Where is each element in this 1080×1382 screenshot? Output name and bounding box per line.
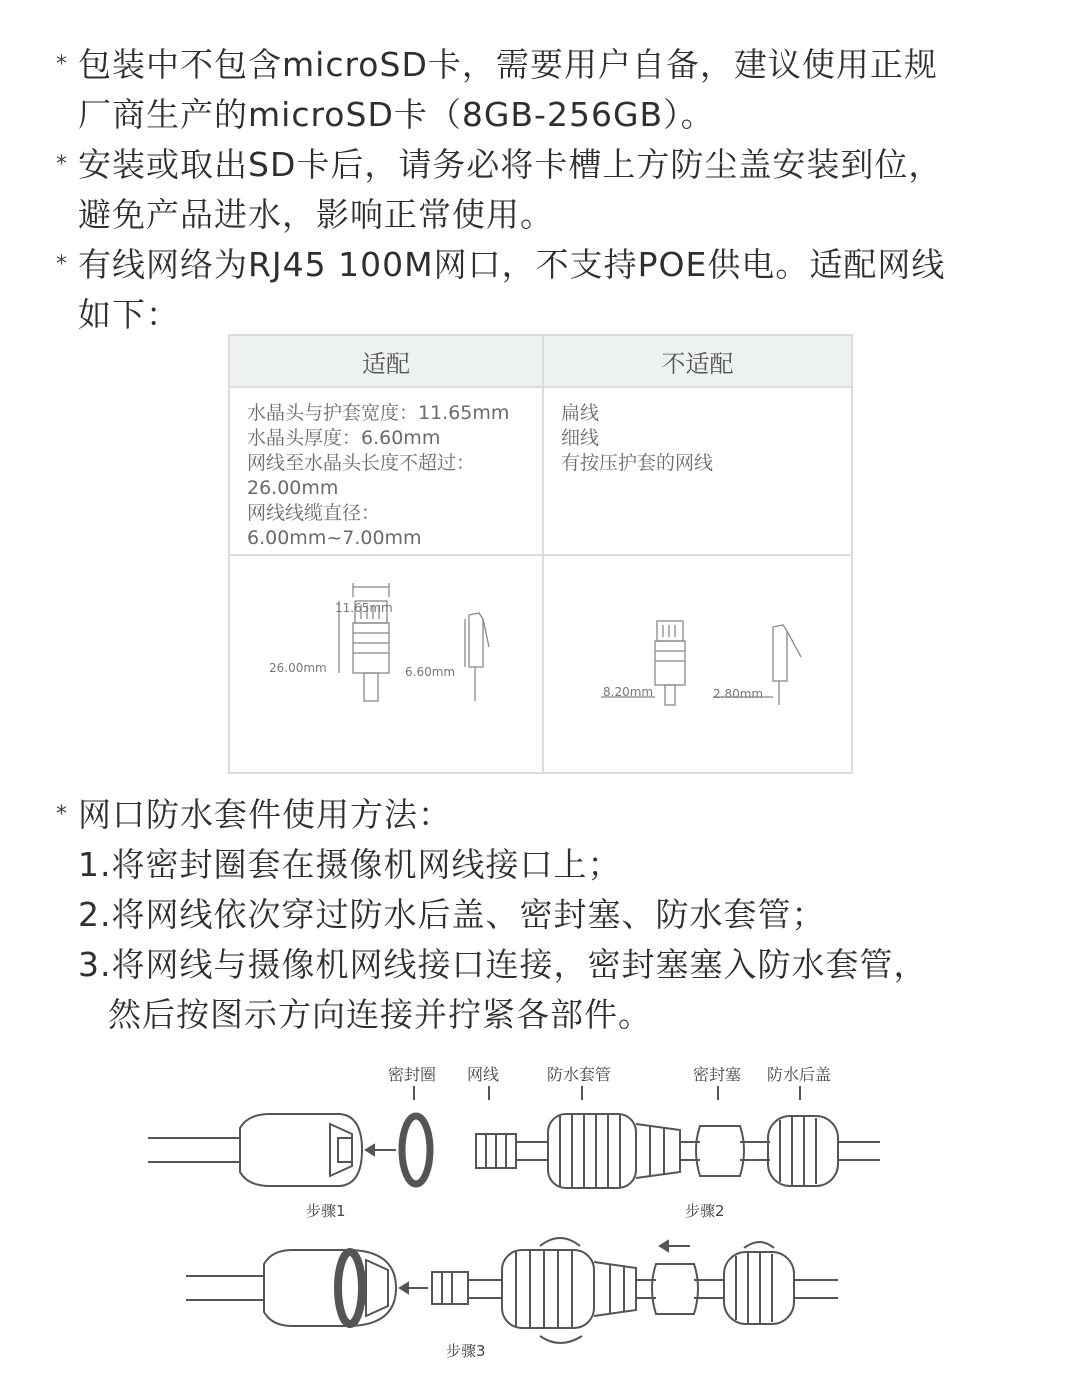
note-text: 包装中不包含microSD卡，需要用户自备，建议使用正规 [78,45,938,84]
header-suitable: 适配 [229,335,543,387]
dim-thickness: 2.80mm [713,687,764,701]
step-text-3b: 然后按图示方向连接并拧紧各部件。 [108,995,652,1034]
spec-line: 水晶头厚度：6.60mm [247,427,441,449]
cable-spec-table [228,334,853,774]
spec-line: 6.00mm~7.00mm [247,527,422,549]
spec-line: 网线至水晶头长度不超过： [247,452,476,474]
step-3-label: 步骤3 [446,1342,486,1360]
bullet-star: * [56,252,68,277]
step-2-label: 步骤2 [685,1202,725,1220]
label-back-cover: 防水后盖 [767,1065,832,1084]
step-1-label: 步骤1 [306,1202,346,1220]
unsuitable-specs [543,387,852,555]
unsuitable-diagram-cell [543,555,852,773]
bullet-star: * [56,52,68,77]
note-text: 有线网络为RJ45 100M网口，不支持POE供电。适配网线 [78,245,946,284]
note-text: 安装或取出SD卡后，请务必将卡槽上方防尘盖安装到位， [78,145,943,184]
dim-width: 11.65mm [335,601,393,615]
dim-thickness: 6.60mm [405,665,456,679]
dim-width: 8.20mm [603,685,654,699]
note-text: 如下： [78,295,180,334]
step-text-2: 2.将网线依次穿过防水后盖、密封塞、防水套管； [78,895,826,934]
dim-length: 26.00mm [269,661,327,675]
label-sleeve: 防水套管 [547,1065,612,1084]
spec-line: 水晶头与护套宽度：11.65mm [247,402,510,424]
label-seal-ring: 密封圈 [388,1065,437,1084]
spec-line: 扁线 [561,402,600,424]
step-text-1: 1.将密封圈套在摄像机网线接口上； [78,845,622,884]
bullet-star: * [56,802,68,827]
label-cable: 网线 [467,1065,500,1084]
step-text-3a: 3.将网线与摄像机网线接口连接，密封塞塞入防水套管， [78,945,928,984]
note-text: 避免产品进水，影响正常使用。 [78,195,554,234]
note-text: 网口防水套件使用方法： [78,795,452,834]
spec-line: 网线线缆直径： [247,502,381,524]
spec-line: 有按压护套的网线 [561,452,714,474]
label-plug: 密封塞 [693,1065,742,1084]
unsuitable-connector-diagram [545,557,855,771]
assembly-diagram [0,1050,1080,1382]
bullet-star: * [56,152,68,177]
spec-line: 细线 [561,427,600,449]
suitable-diagram-cell [229,555,543,773]
suitable-specs [229,387,543,555]
header-unsuitable: 不适配 [543,335,852,387]
note-text: 厂商生产的microSD卡（8GB-256GB）。 [78,95,715,134]
spec-line: 26.00mm [247,477,339,499]
